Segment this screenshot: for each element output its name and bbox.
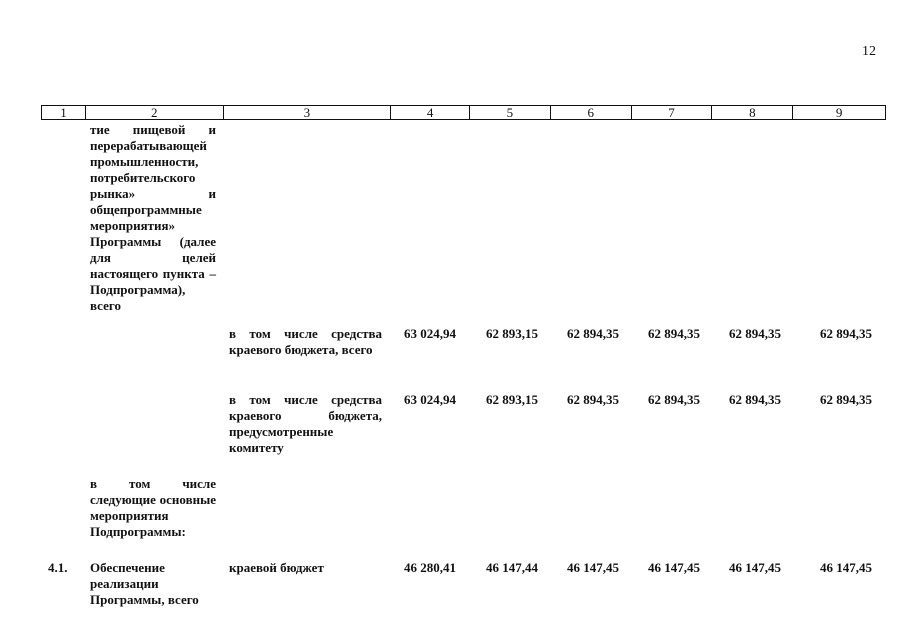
row-4-1-number: 4.1. [48,560,68,575]
row-4-1-col7: 46 147,45 [648,560,700,575]
row-total-col7: 62 894,35 [648,326,700,341]
row-total-col4: 63 024,94 [404,326,456,341]
row-4-1-col9: 46 147,45 [820,560,872,575]
header-col-3: 3 [224,106,392,119]
header-col-4: 4 [391,106,470,119]
main-events-intro: в том числе следующие основные мероприятия Подпрограммы: [90,476,216,539]
row-4-1-description: Обеспечение реализации Программы, всего [90,560,199,607]
page-number: 12 [862,44,876,59]
header-col-5: 5 [470,106,551,119]
row-total-col5: 62 893,15 [486,326,538,341]
row-total-label: в том числе средства краевого бюджета, всего [229,326,382,357]
header-col-8: 8 [712,106,793,119]
row-committee-col7: 62 894,35 [648,392,700,407]
table-header-row [41,105,886,120]
header-col-1: 1 [42,106,86,119]
row-committee-col6: 62 894,35 [567,392,619,407]
header-col-6: 6 [551,106,632,119]
row-total-col9: 62 894,35 [820,326,872,341]
subprogram-description: тие пищевой и перерабатывающей промышленности, потребительского рынка» и общепрограммные мероприятия» Программы (далее для целей настоящего пункта – Подпрограмма), всего [90,122,216,313]
header-col-9: 9 [835,105,843,120]
row-committee-col4: 63 024,94 [404,392,456,407]
row-committee-col5: 62 893,15 [486,392,538,407]
row-total-col8: 62 894,35 [729,326,781,341]
row-committee-label: в том числе средства краевого бюджета, предусмотренные комитету [229,392,382,455]
row-4-1-col5: 46 147,44 [486,560,538,575]
row-4-1-label: краевой бюджет [229,560,324,575]
row-total-col6: 62 894,35 [567,326,619,341]
header-col-2: 2 [86,106,224,119]
row-committee-col9: 62 894,35 [820,392,872,407]
header-col-7: 7 [632,106,713,119]
row-4-1-col6: 46 147,45 [567,560,619,575]
row-4-1-col4: 46 280,41 [404,560,456,575]
row-committee-col8: 62 894,35 [729,392,781,407]
row-4-1-col8: 46 147,45 [729,560,781,575]
